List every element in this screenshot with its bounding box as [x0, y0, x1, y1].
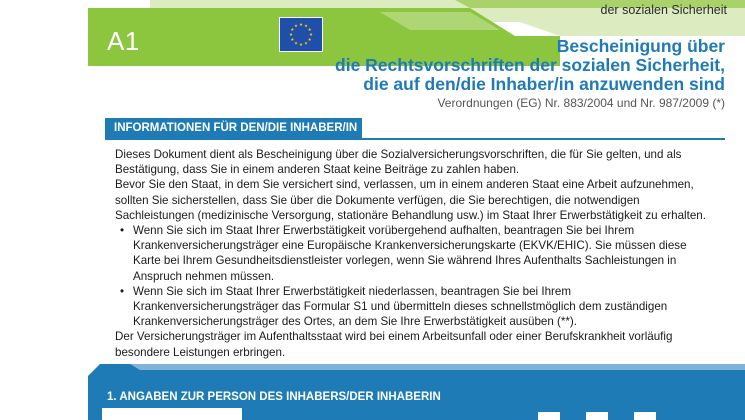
eu-star — [291, 28, 294, 31]
info-paragraph: Dieses Dokument dient als Bescheinigung über die Sozialversicherungsvorschriften, die für Sie gelten, und als Bestätigung, dass Sie in einem anderen Staat keine Beiträge zu zahlen haben. — [115, 148, 682, 177]
document-title — [335, 37, 725, 94]
info-paragraph: Der Versicherungsträger im Aufenthaltsstaat wird bei einem Arbeitsunfall oder einer Berufskrankheit vorläufig besondere Leistungen erbringen. — [115, 330, 673, 359]
eu-star — [294, 41, 297, 44]
title-line: die Rechtsvorschriften der sozialen Sicherheit, — [335, 55, 725, 75]
form-code: A1 — [107, 26, 140, 56]
section1-heading: 1. ANGABEN ZUR PERSON DES INHABERS/DER INHABERIN — [107, 391, 441, 403]
regulation-reference: Verordnungen (EG) Nr. 883/2004 und Nr. 987/2009 (*) — [437, 96, 725, 110]
info-section-heading: INFORMATIONEN FÜR DEN/DIE INHABER/IN — [105, 118, 362, 139]
eu-star — [299, 23, 302, 26]
header-subtitle: der sozialen Sicherheit — [600, 3, 727, 17]
info-bullet-list — [115, 223, 715, 329]
eu-star — [299, 43, 302, 46]
eu-star — [294, 24, 297, 27]
section-divider — [105, 138, 725, 140]
info-paragraph: Bevor Sie den Staat, in dem Sie versichert sind, verlassen, um in einem anderen Staat eine Arbeit aufzunehmen, sollten Sie sicherstellen, dass Sie über die Dokumente verfügen, die Sie berechtigen, die notwendigen Sachleistungen (medizinische Versorgung, stationäre Behandlung usw.) im Staat Ihrer Erwerbstätigkeit zu erhalten. — [115, 178, 706, 222]
eu-star — [304, 41, 307, 44]
form-header — [0, 0, 745, 120]
section1-band — [0, 364, 745, 420]
title-line: Bescheinigung über — [556, 36, 725, 56]
eu-flag-icon — [279, 17, 323, 52]
info-bullet-item: • Wenn Sie sich im Staat Ihrer Erwerbstätigkeit vorübergehend aufhalten, beantragen Sie bei Ihrem Krankenversicherungsträger eine Europäische Krankenversicherungskarte (EKVK/EHIC). Sie müssen diese Karte bei Ihrem Gesundheitsdienstleister vorlegen, wenn Sie während Ihres Aufenthalts Sachleistungen in Anspruch nehmen müssen. — [133, 223, 715, 284]
eu-star — [289, 33, 292, 36]
eu-star — [308, 28, 311, 31]
eu-star — [309, 33, 312, 36]
title-line: die auf den/die Inhaber/in anzuwenden sind — [363, 74, 725, 94]
eu-star — [291, 38, 294, 41]
eu-star — [308, 38, 311, 41]
eu-star — [304, 24, 307, 27]
info-bullet-item: • Wenn Sie sich im Staat Ihrer Erwerbstätigkeit niederlassen, beantragen Sie bei Ihrem Krankenversicherungsträger das Formular S1 und übermitteln dieses schnellstmöglich dem zuständigen Krankenversicherungsträger des Ortes, an dem Sie Ihre Erwerbstätigkeit ausüben (**). — [133, 284, 715, 330]
info-body — [115, 147, 715, 360]
